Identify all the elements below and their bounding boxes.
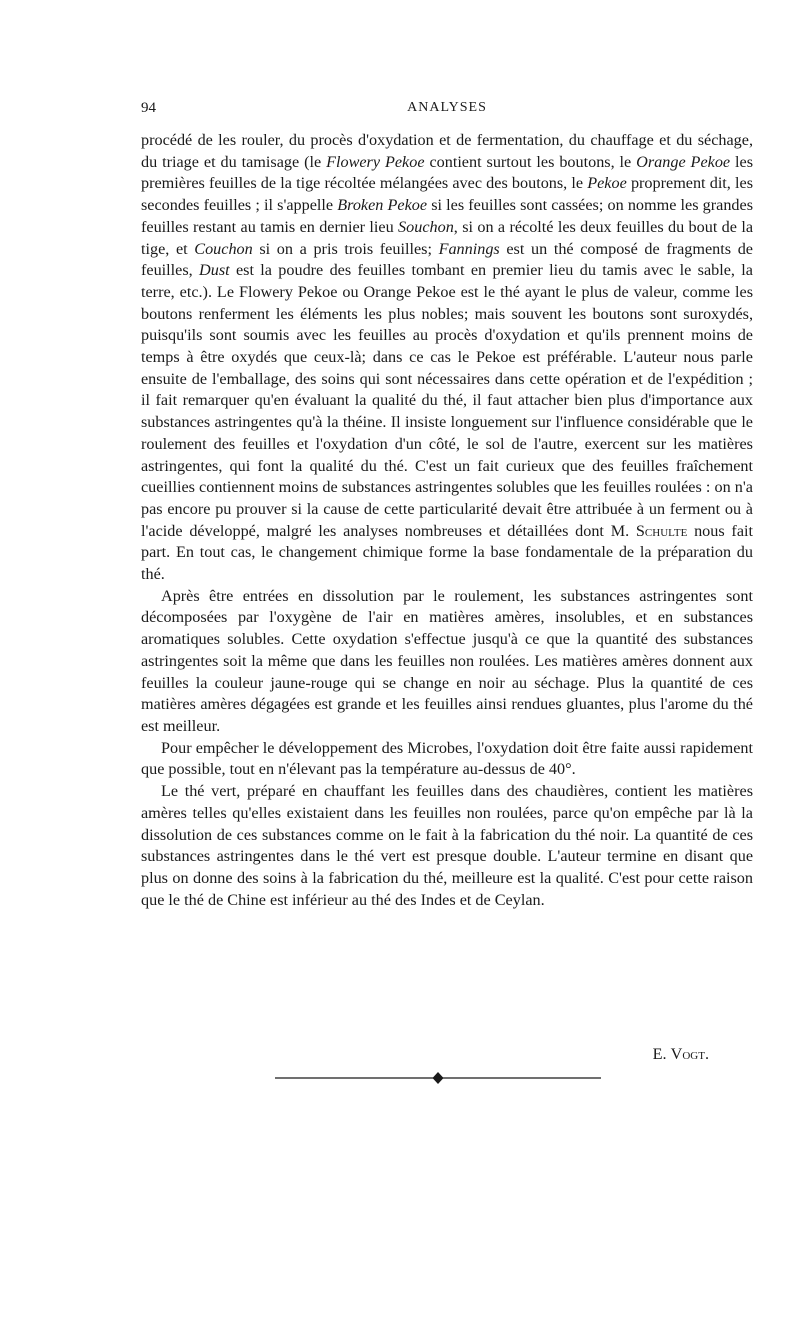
term-flowery-pekoe: Flowery Pekoe <box>326 152 425 171</box>
p1-text-b: contient surtout les boutons, le <box>424 152 637 171</box>
term-souchon: Souchon <box>398 217 454 236</box>
signature-surname: Vogt. <box>670 1045 709 1063</box>
running-title: ANALYSES <box>407 100 487 115</box>
paragraph-1 <box>141 130 753 586</box>
p1-text-i: est la poudre des feuilles tombant en premier lieu du tamis avec le sable, la terre, etc.). Le Flowery Pekoe ou Orange Pekoe est le thé ayant le plus de valeur, comme les boutons renferment les éléments les plus nobles; mais souvent les boutons sont suroxydés, puisqu'ils sont soumis avec les feuilles au procès d'oxydation et qu'ils prennent moins de temps à être oxydés que ceux-là; dans ce cas le Pekoe est préférable. L'auteur nous parle ensuite de l'emballage, des soins qui sont nécessaires dans cette opération et de l'expédition ; il fait remarquer qu'en évaluant la qualité du thé, il faut attacher bien plus d'importance aux substances astringentes qu'à la théine. Il insiste longuement sur l'influence considérable que le roulement des feuilles et l'oxydation d'un côté, le sol de l'autre, exercent sur les matières astringentes, qui font la qualité du thé. C'est un fait curieux que des feuilles fraîchement cueillies contiennent moins de substances astringentes solubles que les feuilles roulées : on n'a pas encore pu prouver si la cause de cette particularité devait être attribuée à un ferment ou à l'acide développé, malgré les analyses nombreuses et détaillées dont M. <box>141 261 753 540</box>
term-fannings: Fannings <box>438 239 500 258</box>
p1-text-g: si on a pris trois feuilles; <box>252 239 439 258</box>
p1-text-j: nous fait part. En tout cas, le changement chimique forme la base fondamentale de la préparation du thé. <box>141 521 753 584</box>
paragraph-4: Le thé vert, préparé en chauffant les feuilles dans des chaudières, contient les matières amères telles qu'elles existaient dans les feuilles non roulées, parce qu'on empêche par là la dissolution de ces substances comme on le fait à la fabrication du thé noir. La quantité de ces substances astringentes dans le thé vert est presque double. L'auteur termine en disant que plus on donne des soins à la fabrication du thé, meilleure est la qualité. C'est pour cette raison que le thé de Chine est inférieur au thé des Indes et de Ceylan. <box>141 782 753 909</box>
p1-text-e: si les feuilles sont cassées; on nomme les grandes feuilles restant au tamis en dernier lieu <box>141 196 753 236</box>
section-divider <box>275 1071 601 1085</box>
term-dust: Dust <box>199 261 230 280</box>
p1-text-c: les premières feuilles de la tige récoltée mélangées avec des boutons, le <box>141 152 754 193</box>
article-body <box>141 130 753 911</box>
diamond-ornament-icon <box>433 1072 444 1084</box>
page-header <box>141 100 753 120</box>
term-orange-pekoe: Orange Pekoe <box>636 152 731 171</box>
term-pekoe: Pekoe <box>587 174 627 193</box>
signature <box>141 1045 709 1064</box>
author-name-schulte: Schulte <box>635 521 688 540</box>
paragraph-2: Après être entrées en dissolution par le roulement, les substances astringentes sont décomposées par l'oxygène de l'air en matières amères, insolubles, et en substances aromatiques solubles. Cette oxydation s'effectue jusqu'à ce que la quantité des substances astringentes soit la même que dans les feuilles non roulées. Les matières amères donnent aux feuilles la couleur jaune-rouge qui se change en noir au séchage. Plus la quantité de ces matières amères dégagées est grande et les feuilles ainsi rendues gluantes, plus l'arome du thé est meilleur. <box>141 586 753 735</box>
p1-text-f: , si on a récolté les deux feuilles du bout de la tige, et <box>141 217 754 258</box>
p1-text-d: proprement dit, les secondes feuilles ; il s'appelle <box>141 174 753 215</box>
p1-text-a: procédé de les rouler, du procès d'oxydation et de fermentation, du chauffage et du séchage, du triage et du tamisage (le <box>141 131 753 171</box>
term-couchon: Couchon <box>194 239 253 258</box>
paragraph-3: Pour empêcher le développement des Microbes, l'oxydation doit être faite aussi rapidement que possible, tout en n'élevant pas la température au-dessus de 40°. <box>141 738 753 779</box>
p1-text-h: est un thé composé de fragments de feuilles, <box>141 239 753 280</box>
page-number: 94 <box>141 100 156 116</box>
signature-initial: E. <box>652 1045 671 1063</box>
term-broken-pekoe: Broken Pekoe <box>337 196 428 215</box>
